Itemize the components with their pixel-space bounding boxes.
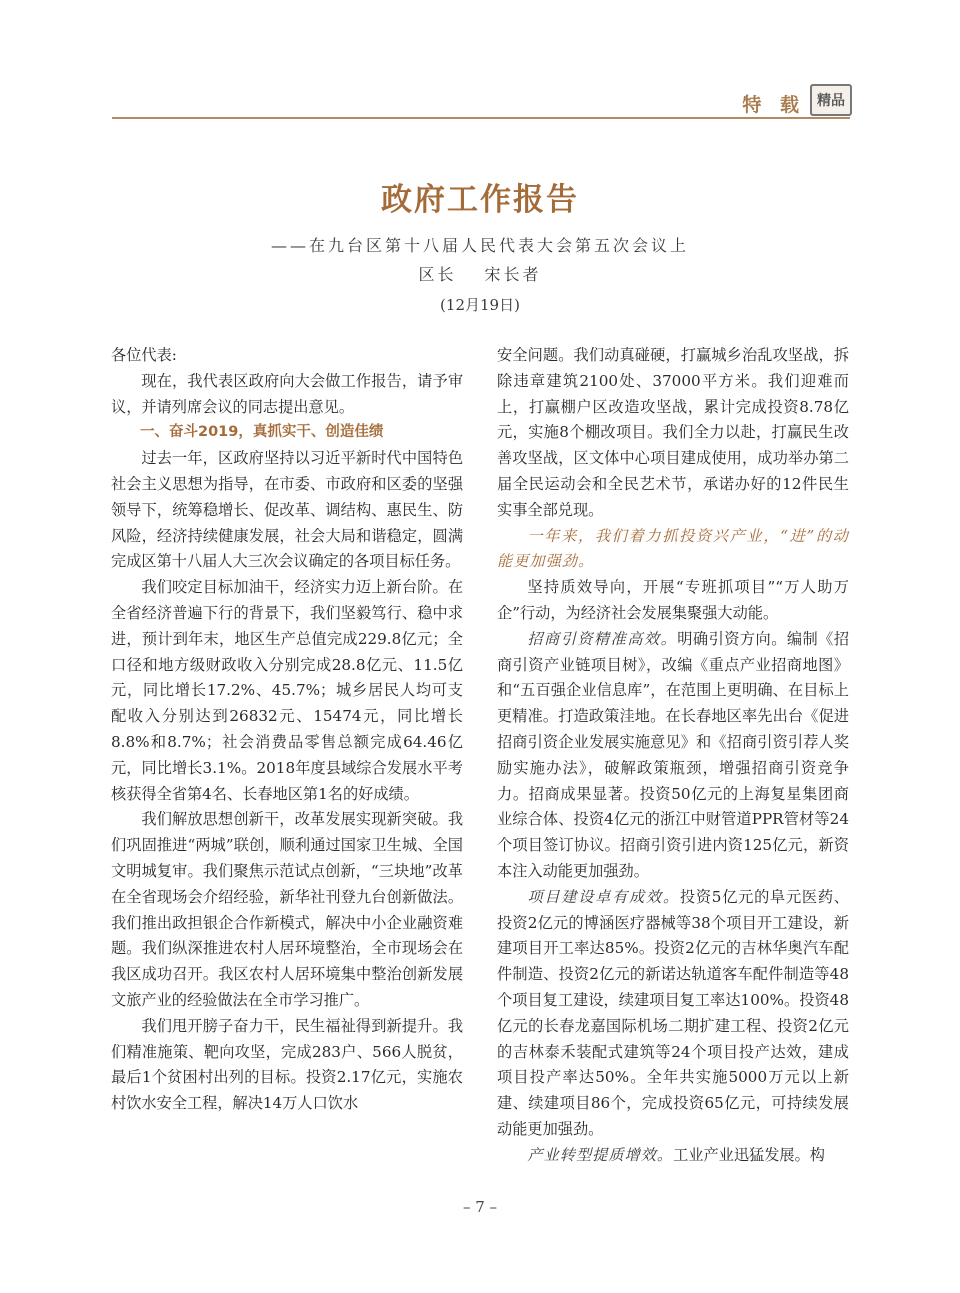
- paragraph: 我们咬定目标加油干，经济实力迈上新台阶。在全省经济普遍下行的背景下，我们坚毅笃行、稳中求进，预计到年末，地区生产总值完成229.8亿元；全口径和地方级财政收入分别完成28.8亿元、11.5亿元，同比增长17.2%、45.7%；城乡居民人均可支配收入分别达到26832元、15474元，同比增长8.8%和8.7%；社会消费品零售总额完成64.46亿元，同比增长3.1%。2018年度县域综合发展水平考核获得全省第4名、长春地区第1名的好成绩。: [111, 578, 463, 803]
- paragraph: 安全问题。我们动真碰硬，打赢城乡治乱攻坚战，拆除违章建筑2100处、37000平方米。我们迎难而上，打赢棚户区改造攻坚战，累计完成投资8.78亿元，实施8个棚改项目。我们全力以赴，打赢民生改善攻坚战，区文体中心项目建成使用，成功举办第二届全民运动会和全民艺术节，承诺办好的12件民生实事全部兑现。: [497, 346, 849, 519]
- paragraph: 过去一年，区政府坚持以习近平新时代中国特色社会主义思想为指导，在市委、市政府和区委的坚强领导下，统筹稳增长、促改革、调结构、惠民生、防风险，经济持续健康发展，社会大局和谐稳定，圆满完成区第十八届人大三次会议确定的各项目标任务。: [111, 449, 463, 571]
- paragraph: 我们甩开膀子奋力干，民生福祉得到新提升。我们精准施策、靶向攻坚，完成283户、566人脱贫，最后1个贫困村出列的目标。投资2.17亿元，实施农村饮水安全工程，解决14万人口饮水: [111, 1016, 463, 1113]
- paragraph: [497, 627, 849, 885]
- run-in-heading: 项目建设卓有成效。: [527, 887, 680, 906]
- author-role: 区长: [418, 265, 457, 284]
- paragraph-text: 投资5亿元的阜元医药、投资2亿元的博涵医疗器械等38个项目开工建设，新建项目开工率达85%。投资2亿元的吉林华奥汽车配件制造、投资2亿元的新诺达轨道客车配件制造等48个项目复工建设，续建项目复工率达100%。投资48亿元的长春龙嘉国际机场二期扩建工程、投资2亿元的吉林泰禾装配式建筑等24个项目投产达效，建成项目投产率达50%。全年共实施5000万元以上新建、续建项目86个，完成投资65亿元，可持续发展动能更加强劲。: [497, 887, 849, 1138]
- left-column: [111, 343, 463, 1117]
- paragraph: 现在，我代表区政府向大会做工作报告，请予审议，并请列席会议的同志提出意见。: [111, 371, 463, 416]
- page-title: 政府工作报告: [381, 182, 579, 218]
- article-date: (12月19日): [440, 296, 520, 314]
- article-subtitle: ——在九台区第十八届人民代表大会第五次会议上: [270, 236, 689, 255]
- paragraph-text: 工业产业迅猛发展。构: [673, 1145, 825, 1164]
- run-in-heading: 招商引资精准高效。: [527, 629, 678, 648]
- author-line: [0, 262, 960, 285]
- section-label: 特 载: [742, 94, 805, 116]
- section-heading: 一、奋斗2019，真抓实干、创造佳绩: [140, 424, 384, 441]
- paragraph: 我们解放思想创新干，改革发展实现新突破。我们巩固推进“两城”联创，顺利通过国家卫生城、全国文明城复审。我们聚焦示范试点创新，“三块地”改革在全省现场会介绍经验，新华社刊登九台创新做法。我们推出政担银企合作新模式，解决中小企业融资难题。我们纵深推进农村人居环境整治，全市现场会在我区成功召开。我区农村人居环境集中整治创新发展文旅产业的经验做法在全市学习推广。: [111, 810, 463, 1009]
- subsection-heading: 一年来，我们着力抓投资兴产业，“进”的动能更加强劲。: [497, 526, 849, 571]
- page-number: – 7 –: [462, 1198, 498, 1216]
- right-column: [497, 343, 849, 1169]
- run-in-heading: 产业转型提质增效。: [527, 1145, 674, 1164]
- author-name: 宋长者: [484, 265, 542, 284]
- paragraph: 坚持质效导向，开展“专班抓项目”“万人助万企”行动，为经济社会发展集聚强大动能。: [497, 578, 849, 622]
- header-divider: [112, 117, 850, 119]
- paragraph: [497, 1143, 849, 1169]
- magazine-logo: 精品: [810, 84, 852, 116]
- paragraph: [497, 885, 849, 1143]
- greeting: 各位代表:: [111, 346, 177, 364]
- paragraph-text: 明确引资方向。编制《招商引资产业链项目树》，改编《重点产业招商地图》和“五百强企业信息库”，在范围上更明确、在目标上更精准。打造政策洼地。在长春地区率先出台《促进招商引资企业发展实施意见》和《招商引资引荐人奖励实施办法》，破解政策瓶颈，增强招商引资竞争力。招商成果显著。投资50亿元的上海复星集团商业综合体、投资4亿元的浙江中财管道PPR管材等24个项目签订协议。招商引资引进内资125亿元，新资本注入动能更加强劲。: [497, 629, 850, 880]
